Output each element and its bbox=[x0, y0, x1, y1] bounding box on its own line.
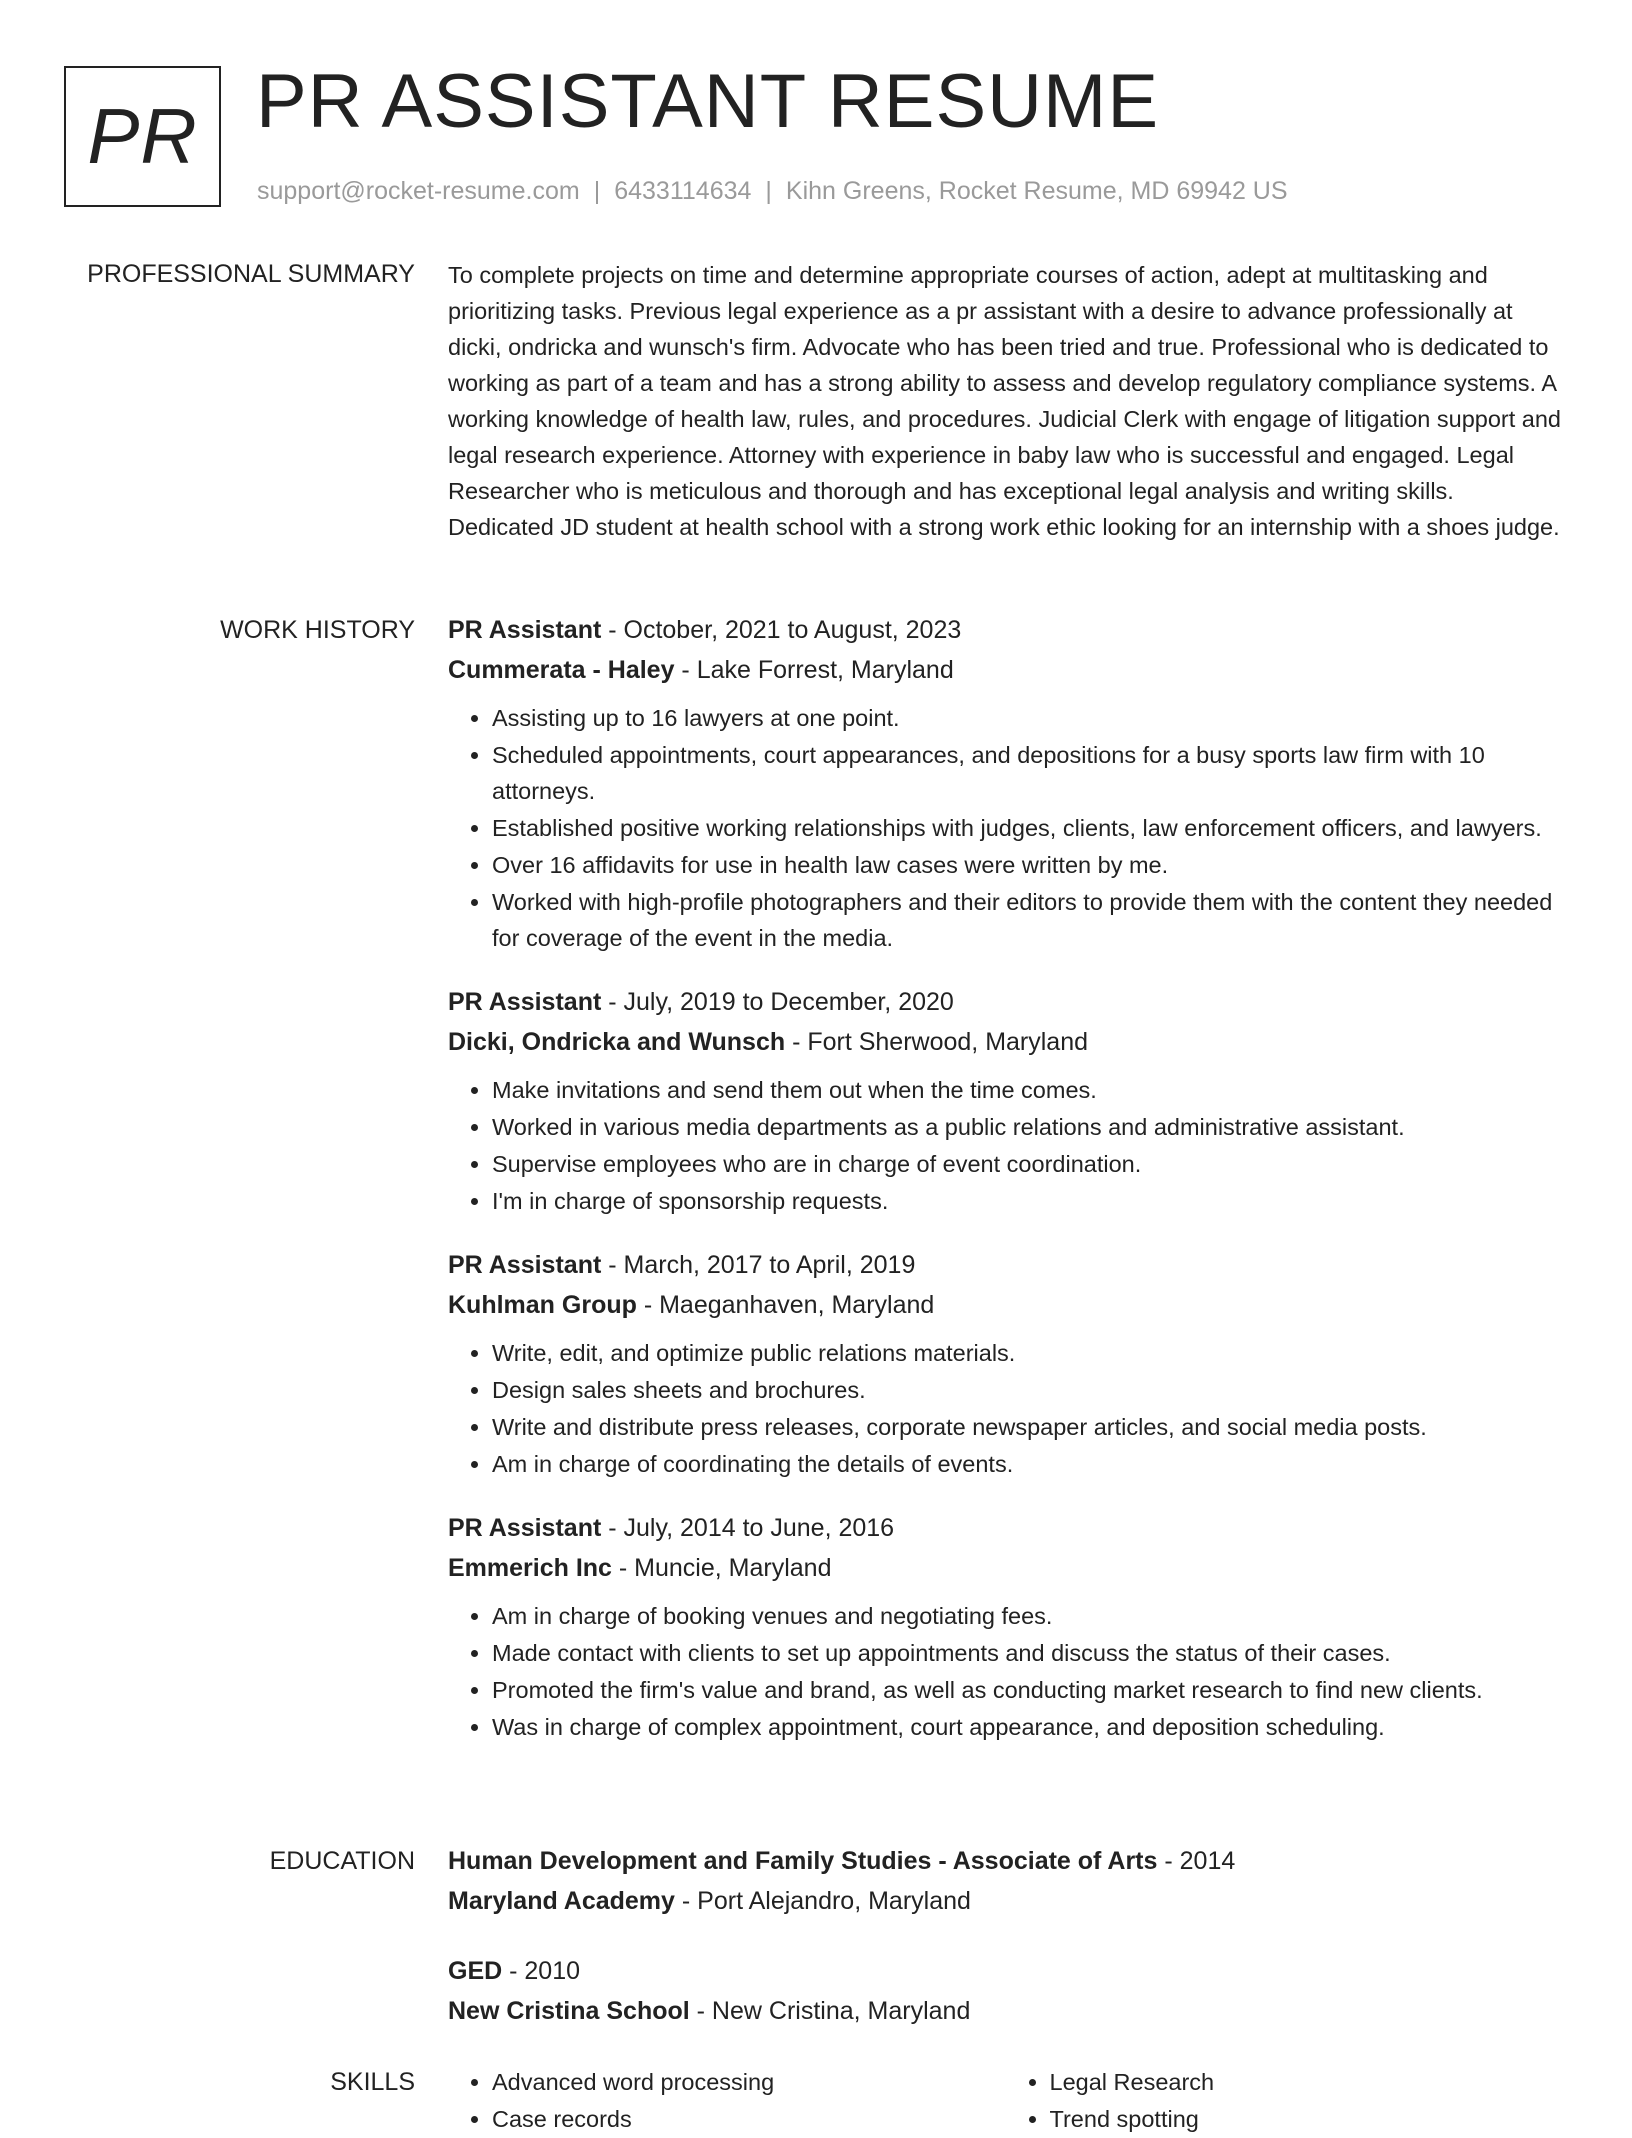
school-line bbox=[448, 1991, 1563, 2031]
degree-line bbox=[448, 1951, 1563, 1991]
job-entry bbox=[448, 1508, 1563, 1745]
job-bullets bbox=[448, 1335, 1563, 1482]
resume-title: PR ASSISTANT RESUME bbox=[256, 59, 1160, 144]
job-dates: - July, 2014 to June, 2016 bbox=[601, 1514, 895, 1542]
job-location: - Fort Sherwood, Maryland bbox=[785, 1028, 1089, 1056]
list-item: • Over 16 affidavits for use in health law cases were written by me. bbox=[492, 847, 1563, 883]
list-item: • Am in charge of coordinating the details of events. bbox=[492, 1446, 1563, 1482]
list-item: • Worked with high-profile photographers and their editors to provide them with the content they needed for coverage of the event in the media. bbox=[492, 884, 1563, 956]
job-company: Dicki, Ondricka and Wunsch bbox=[448, 1028, 786, 1056]
skill-item: • Case records bbox=[492, 2101, 1006, 2137]
job-entry bbox=[448, 1245, 1563, 1482]
job-company-line bbox=[448, 1548, 1563, 1588]
list-item: • Design sales sheets and brochures. bbox=[492, 1372, 1563, 1408]
school-location: - New Cristina, Maryland bbox=[689, 1997, 971, 2025]
section-label-skills: SKILLS bbox=[330, 2068, 415, 2096]
job-location: - Lake Forrest, Maryland bbox=[674, 656, 954, 684]
list-item: • Write, edit, and optimize public relations materials. bbox=[492, 1335, 1563, 1371]
degree-line bbox=[448, 1841, 1563, 1881]
section-label-summary: PROFESSIONAL SUMMARY bbox=[87, 260, 415, 288]
contact-separator: | bbox=[765, 177, 772, 205]
job-location: - Muncie, Maryland bbox=[611, 1554, 832, 1582]
list-item: • Am in charge of booking venues and negotiating fees. bbox=[492, 1598, 1563, 1634]
section-label-education: EDUCATION bbox=[269, 1847, 415, 1875]
list-item: • Made contact with clients to set up appointments and discuss the status of their cases. bbox=[492, 1635, 1563, 1671]
job-title-line bbox=[448, 610, 1563, 650]
job-title-line bbox=[448, 982, 1563, 1022]
list-item: • Worked in various media departments as a public relations and administrative assistant. bbox=[492, 1109, 1563, 1145]
job-company: Kuhlman Group bbox=[448, 1291, 637, 1319]
skill-item: • Advanced word processing bbox=[492, 2064, 1006, 2100]
summary-text: To complete projects on time and determine appropriate courses of action, adept at multitasking and prioritizing tasks. Previous legal experience as a pr assistant with a desire to advance professionally at dicki, ondricka and wunsch's firm. Advocate who has been tried and true. Professional who is dedicated to working as part of a team and has a strong ability to assess and develop regulatory compliance systems. A working knowledge of health law, rules, and procedures. Judicial Clerk with engage of litigation support and legal research experience. Attorney with experience in baby law who is successful and engaged. Legal Researcher who is meticulous and thorough and has exceptional legal analysis and writing skills. Dedicated JD student at health school with a strong work ethic looking for an internship with a shoes judge. bbox=[448, 262, 1561, 540]
section-label-work-history: WORK HISTORY bbox=[220, 616, 415, 644]
degree-year: - 2014 bbox=[1157, 1847, 1236, 1875]
job-title: PR Assistant bbox=[448, 1251, 602, 1279]
monogram-logo: PR bbox=[64, 66, 221, 207]
skills-list-left bbox=[448, 2064, 1006, 2138]
job-company-line bbox=[448, 1022, 1563, 1062]
job-entry bbox=[448, 982, 1563, 1219]
school-location: - Port Alejandro, Maryland bbox=[674, 1887, 971, 1915]
list-item: • Was in charge of complex appointment, court appearance, and deposition scheduling. bbox=[492, 1709, 1563, 1745]
degree: Human Development and Family Studies - Associate of Arts bbox=[448, 1847, 1158, 1875]
education-entry bbox=[448, 1951, 1563, 2031]
job-company: Emmerich Inc bbox=[448, 1554, 612, 1582]
job-entry bbox=[448, 610, 1563, 956]
job-title: PR Assistant bbox=[448, 988, 602, 1016]
job-bullets bbox=[448, 1598, 1563, 1745]
list-item: • Make invitations and send them out when the time comes. bbox=[492, 1072, 1563, 1108]
job-title: PR Assistant bbox=[448, 1514, 602, 1542]
skill-item: • Trend spotting bbox=[1050, 2101, 1564, 2137]
list-item: • Established positive working relationships with judges, clients, law enforcement officers, and lawyers. bbox=[492, 810, 1563, 846]
job-title: PR Assistant bbox=[448, 616, 602, 644]
contact-email: support@rocket-resume.com bbox=[257, 177, 580, 205]
contact-address: Kihn Greens, Rocket Resume, MD 69942 US bbox=[785, 177, 1288, 205]
list-item: • Assisting up to 16 lawyers at one point. bbox=[492, 700, 1563, 736]
contact-phone: 6433114634 bbox=[614, 177, 752, 205]
contact-line bbox=[257, 176, 1288, 206]
contact-separator: | bbox=[593, 177, 601, 205]
job-dates: - March, 2017 to April, 2019 bbox=[601, 1251, 916, 1279]
degree: GED bbox=[448, 1957, 503, 1985]
job-dates: - July, 2019 to December, 2020 bbox=[601, 988, 954, 1016]
job-title-line bbox=[448, 1245, 1563, 1285]
job-company-line bbox=[448, 650, 1563, 690]
list-item: • Supervise employees who are in charge of event coordination. bbox=[492, 1146, 1563, 1182]
school-line bbox=[448, 1881, 1563, 1921]
job-bullets bbox=[448, 700, 1563, 956]
list-item: • Scheduled appointments, court appearances, and depositions for a busy sports law firm with 10 attorneys. bbox=[492, 737, 1563, 809]
job-title-line bbox=[448, 1508, 1563, 1548]
job-company-line bbox=[448, 1285, 1563, 1325]
list-item: • Write and distribute press releases, corporate newspaper articles, and social media posts. bbox=[492, 1409, 1563, 1445]
school: New Cristina School bbox=[448, 1997, 690, 2025]
job-location: - Maeganhaven, Maryland bbox=[636, 1291, 935, 1319]
list-item: • Promoted the firm's value and brand, as well as conducting market research to find new clients. bbox=[492, 1672, 1563, 1708]
job-bullets bbox=[448, 1072, 1563, 1219]
school: Maryland Academy bbox=[448, 1887, 675, 1915]
job-company: Cummerata - Haley bbox=[448, 656, 675, 684]
skills-list-right bbox=[1006, 2064, 1564, 2138]
skill-item: • Legal Research bbox=[1050, 2064, 1564, 2100]
degree-year: - 2010 bbox=[502, 1957, 581, 1985]
education-entry bbox=[448, 1841, 1563, 1921]
list-item: • I'm in charge of sponsorship requests. bbox=[492, 1183, 1563, 1219]
job-dates: - October, 2021 to August, 2023 bbox=[601, 616, 962, 644]
skills-grid bbox=[448, 2064, 1563, 2138]
